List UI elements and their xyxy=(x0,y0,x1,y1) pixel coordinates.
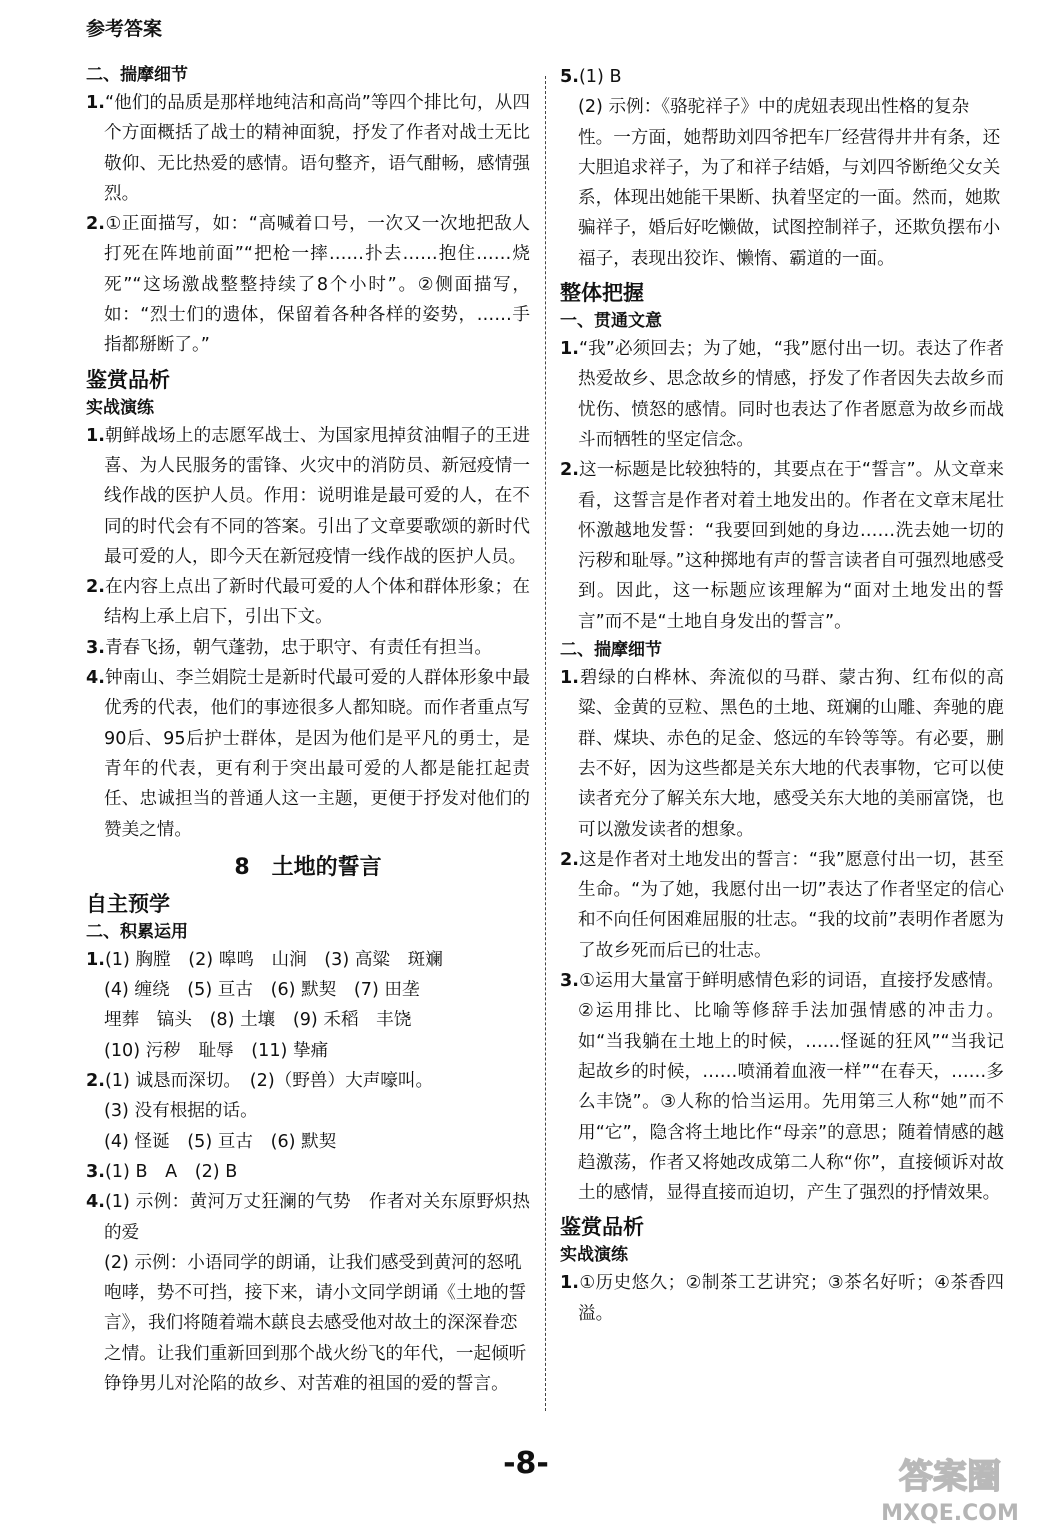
right-column xyxy=(560,62,1004,1329)
section-subtitle: 二、揣摩细节 xyxy=(560,640,662,661)
answer-line: (10) 污秽 耻辱 (11) 挚痛 xyxy=(104,1040,329,1061)
section-title: 自主预学 xyxy=(86,891,170,916)
answer-line: (2) 示例：小语同学的朗诵，让我们感受到黄河的怒吼咆哮，势不可挡，接下来，请小文同学朗诵《土地的誓言》，我们将随着端木蕻良去感受他对故土的深深眷恋之情。让我们重新回到那个战火纷飞的年代，一起倾听铮铮男儿对沦陷的故乡、对苦难的祖国的爱的誓言。 xyxy=(104,1252,527,1394)
left-column xyxy=(86,62,530,1399)
section-heading: 二、揣摩细节 xyxy=(86,65,188,85)
watermark-logo xyxy=(858,1448,1038,1528)
answer-line: (3) 没有根据的话。 xyxy=(104,1101,258,1122)
answer-item: 1.“我”必须回去；为了她，“我”愿付出一切。表达了作者热爱故乡、思念故乡的情感，抒发了作者因失去故乡而忧伤、愤怒的感情。同时也表达了作者愿意为故乡而战斗而牺牲的坚定信念。 xyxy=(560,339,1004,450)
section-subtitle: 实战演练 xyxy=(560,1245,628,1266)
section-subtitle: 一、贯通文意 xyxy=(560,311,662,332)
answer-item: 3.青春飞扬，朝气蓬勃，忠于职守、有责任有担当。 xyxy=(86,637,493,658)
answer-item: 2.这是作者对土地发出的誓言：“我”愿意付出一切，甚至生命。“为了她，我愿付出一切”表达了作者坚定的信心和不向任何困难屈服的壮志。“我的坟前”表明作者愿为了故乡死而后已的壮志。 xyxy=(560,849,1004,961)
answer-item: 1.碧绿的白桦林、奔流似的马群、蒙古狗、红布似的高粱、金黄的豆粒、黑色的土地、斑斓的山雕、奔驰的鹿群、煤块、赤色的足金、悠远的车铃等等。有必要，删去不好，因为这些都是关东大地的代表事物，它可以使读者充分了解关东大地，感受关东大地的美丽富饶，也可以激发读者的想象。 xyxy=(560,668,1004,840)
watermark-url: MXQE.COM xyxy=(881,1501,1019,1526)
section-title: 整体把握 xyxy=(560,281,644,306)
answer-item: 5.(1) B xyxy=(560,67,622,87)
answer-line: 埋葬 镐头 (8) 土壤 (9) 禾稻 丰饶 xyxy=(104,1010,412,1031)
answer-key-header: 参考答案 xyxy=(86,18,163,40)
answer-item: 1.朝鲜战场上的志愿军战士、为国家甩掉贫油帽子的王进喜、为人民服务的雷锋、火灾中的消防员、新冠疫情一线作战的医护人员。作用：说明谁是最可爱的人，在不同的时代会有不同的答案。引出了文章要歌颂的新时代最可爱的人，即今天在新冠疫情一线作战的医护人员。 xyxy=(86,425,530,567)
answer-item: 3.①运用大量富于鲜明感情色彩的词语，直接抒发感情。②运用排比、比喻等修辞手法加强情感的冲击力。如“当我躺在土地上的时候，……怪诞的狂风”“当我记起故乡的时候，……喷涌着血液一样”“在春天，……多么丰饶”。③人称的恰当运用。先用第三人称“她”而不用“它”，隐含将土地比作“母亲”的意思；随着情感的越趋激荡，作者又将她改成第二人称“你”，直接倾诉对故土的感情，显得直接而迫切，产生了强烈的抒情效果。 xyxy=(560,971,1004,1204)
answer-line: (4) 怪诞 (5) 亘古 (6) 默契 xyxy=(104,1131,337,1152)
answer-item: 1.①历史悠久；②制茶工艺讲究；③茶名好听；④茶香四溢。 xyxy=(560,1273,1004,1324)
answer-item: 1.(1) 胸膛 (2) 嗥鸣 山涧 (3) 高粱 斑斓 xyxy=(86,949,443,970)
answer-item: 1.“他们的品质是那样地纯洁和高尚”等四个排比句，从四个方面概括了战士的精神面貌，抒发了作者对战士无比敬仰、无比热爱的感情。语句整齐，语气酣畅，感情强烈。 xyxy=(86,93,530,204)
answer-item: 4.(1) 示例：黄河万丈狂澜的气势 作者对关东原野炽热的爱 xyxy=(86,1192,530,1243)
lesson-title: 8 土地的誓言 xyxy=(234,854,382,880)
section-title: 鉴赏品析 xyxy=(86,367,170,392)
answer-line: (2) 示例：《骆驼祥子》中的虎妞表现出性格的复杂性。一方面，她帮助刘四爷把车厂经营得井井有条，还大胆追求祥子，为了和祥子结婚，与刘四爷断绝父女关系，体现出她能干果断、执着坚定的一面。然而，她欺骗祥子，婚后好吃懒做，试图控制祥子，还欺负摆布小福子，表现出狡诈、懒惰、霸道的一面。 xyxy=(578,97,1001,269)
answer-item: 4.钟南山、李兰娟院士是新时代最可爱的人群体形象中最优秀的代表，他们的事迹很多人都知晓。而作者重点写90后、95后护士群体，是因为他们是平凡的勇士，是青年的代表，更有利于突出最可爱的人都是能扛起责任、忠诚担当的普通人这一主题，更便于抒发对他们的赞美之情。 xyxy=(86,668,530,840)
section-title: 鉴赏品析 xyxy=(560,1215,644,1240)
column-divider xyxy=(545,76,546,1411)
answer-item: 3.(1) B A (2) B xyxy=(86,1161,238,1182)
answer-line: (4) 缠绕 (5) 亘古 (6) 默契 (7) 田垄 xyxy=(104,980,420,1001)
answer-item: 2.在内容上点出了新时代最可爱的人个体和群体形象；在结构上承上启下，引出下文。 xyxy=(86,577,530,628)
section-subtitle: 实战演练 xyxy=(86,397,154,418)
section-subtitle: 二、积累运用 xyxy=(86,921,188,942)
answer-item: 2.①正面描写，如：“高喊着口号，一次又一次地把敌人打死在阵地前面”“把枪一摔……扑去……抱住……烧死”“这场激战整整持续了8个小时”。②侧面描写，如：“烈士们的遗体，保留着各种各样的姿势，……手指都掰断了。” xyxy=(86,214,530,356)
answer-item: 2.(1) 诚恳而深切。 (2)（野兽）大声嚎叫。 xyxy=(86,1071,434,1092)
answer-item: 2.这一标题是比较独特的，其要点在于“誓言”。从文章来看，这誓言是作者对着土地发出的。作者在文章末尾壮怀激越地发誓：“我要回到她的身边……洗去她一切的污秽和耻辱。”这种掷地有声的誓言读者自可强烈地感受到。因此，这一标题应该理解为“面对土地发出的誓言”而不是“土地自身发出的誓言”。 xyxy=(560,460,1004,632)
page-number: -8- xyxy=(503,1446,549,1481)
watermark-text: 答案圈 xyxy=(899,1457,1001,1497)
